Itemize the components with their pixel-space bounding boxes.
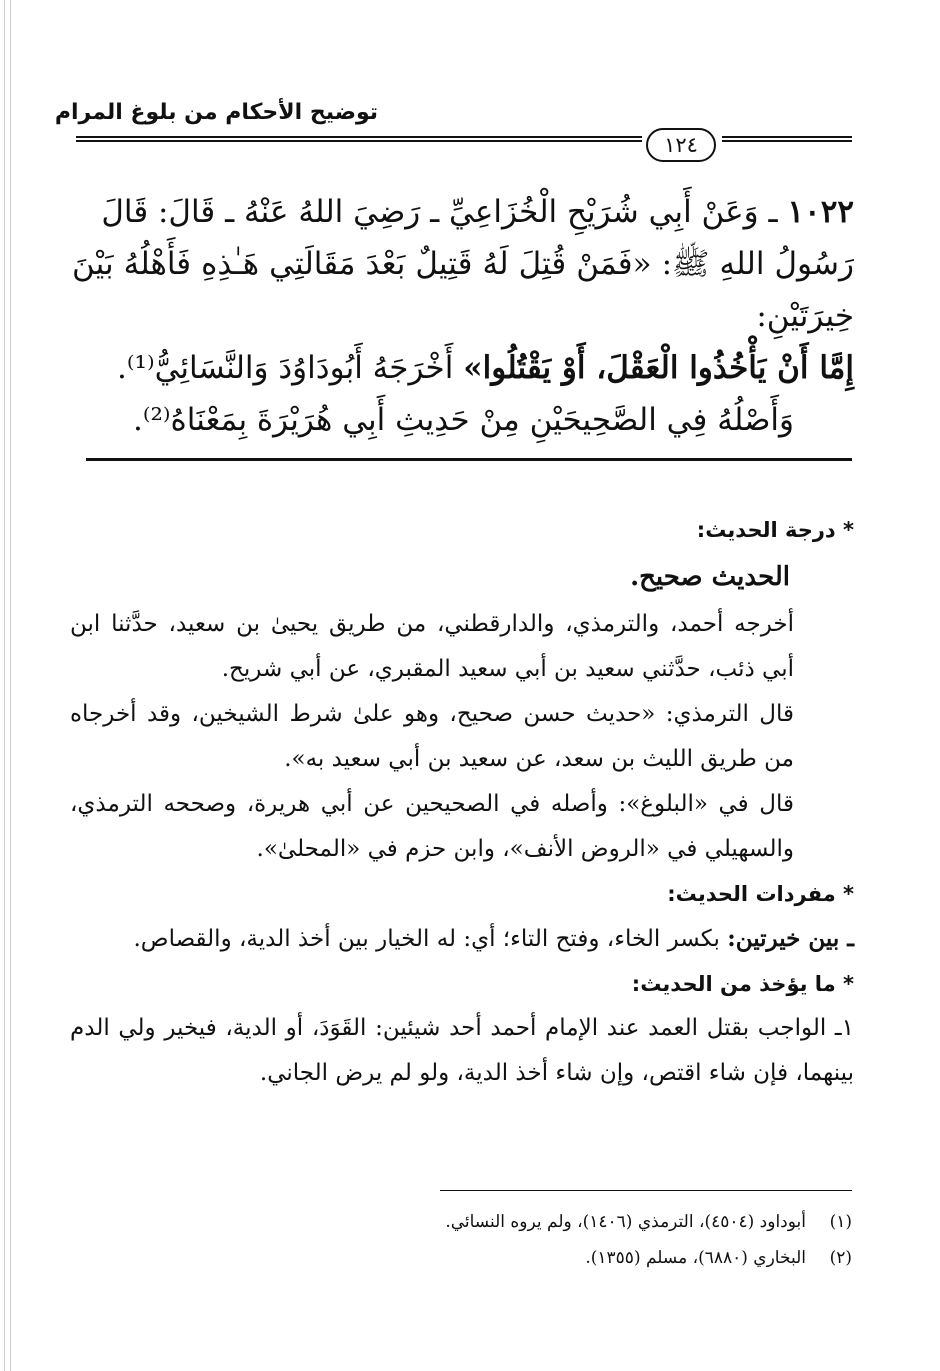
paragraph: قال الترمذي: «حديث حسن صحيح، وهو علىٰ شرط الشيخين، وقد أخرجاه من طريق الليث بن سعد، عن سعيد بن أبي سعيد به». [70, 701, 794, 772]
footnote [140, 1240, 852, 1276]
footnote [140, 1204, 852, 1240]
scan-edge-line [4, 0, 5, 1371]
hadith-line: وَأَصْلُهُ فِي الصَّحِيحَيْنِ مِنْ حَدِيثِ أَبِي هُرَيْرَةَ بِمَعْنَاهُ⁽²⁾. [133, 402, 794, 438]
commentary [70, 508, 854, 1096]
footnote-mark: (١) [829, 1212, 852, 1232]
scan-edge-line [10, 0, 11, 1371]
paragraph: أخرجه أحمد، والترمذي، والدارقطني، من طريق يحيىٰ بن سعيد، حدَّثنا ابن أبي ذئب، حدَّثني سعيد بن أبي سعيد المقبري، عن أبي شريح. [70, 611, 794, 682]
footnote-text: البخاري (٦٨٨٠)، مسلم (١٣٥٥). [585, 1248, 806, 1268]
paragraph: قال في «البلوغ»: وأصله في الصحيحين عن أبي هريرة، وصححه الترمذي، والسهيلي في «الروض الأنف»، وابن حزم في «المحلىٰ». [70, 791, 794, 862]
vocab-term: ـ بين خيرتين: [727, 925, 854, 952]
section-separator [86, 458, 852, 461]
lesson-item: ١ـ الواجب بقتل العمد عند الإمام أحمد أحد شيئين: القَوَدَ، أو الدية، فيخير ولي الدم بينهما، فإن شاء اقتص، وإن شاء أخذ الدية، ولو لم يرض الجاني. [70, 1015, 854, 1086]
lessons-heading: * ما يؤخذ من الحديث: [631, 972, 854, 996]
hadith-number: ١٠٢٢ [787, 194, 854, 230]
footnote-rule [440, 1190, 852, 1191]
grade-heading: * درجة الحديث: [696, 518, 854, 542]
header-rule-right [722, 136, 852, 145]
running-title: توضيح الأحكام من بلوغ المرام [54, 100, 378, 125]
footnote-text: أبوداود (٤٥٠٤)، الترمذي (١٤٠٦)، ولم يروه النسائي. [445, 1212, 806, 1232]
vocab-heading: * مفردات الحديث: [667, 882, 854, 906]
grade-text: الحديث صحيح. [630, 562, 790, 592]
hadith-line: ١٠٢٢ ـ وَعَنْ أَبِي شُرَيْحِ الْخُزَاعِيِّ ـ رَضِيَ اللهُ عَنْهُ ـ قَالَ: قَالَ [101, 194, 854, 230]
hadith-text [72, 186, 854, 446]
vocab-definition: بكسر الخاء، وفتح التاء؛ أي: له الخيار بين أخذ الدية، والقصاص. [133, 926, 728, 952]
footnotes [140, 1204, 852, 1276]
hadith-line: رَسُولُ اللهِ ﷺ: «فَمَنْ قُتِلَ لَهُ قَتِيلٌ بَعْدَ مَقَالَتِي هَـٰذِهِ فَأَهْلُهُ بَيْنَ خِيرَتَيْنِ: [72, 246, 854, 334]
hadith-quote-end: إِمَّا أَنْ يَأْخُذُوا الْعَقْلَ، أَوْ يَقْتُلُوا» [463, 350, 854, 386]
footnote-mark: (٢) [829, 1248, 852, 1268]
header-rule-left [76, 136, 642, 145]
page-number: ١٢٤ [646, 128, 716, 162]
vocab-item [70, 916, 854, 962]
hadith-line: إِمَّا أَنْ يَأْخُذُوا الْعَقْلَ، أَوْ يَقْتُلُوا» أَخْرَجَهُ أَبُودَاوُدَ وَالنَّسَائِيُّ⁽¹⁾. [117, 350, 854, 386]
